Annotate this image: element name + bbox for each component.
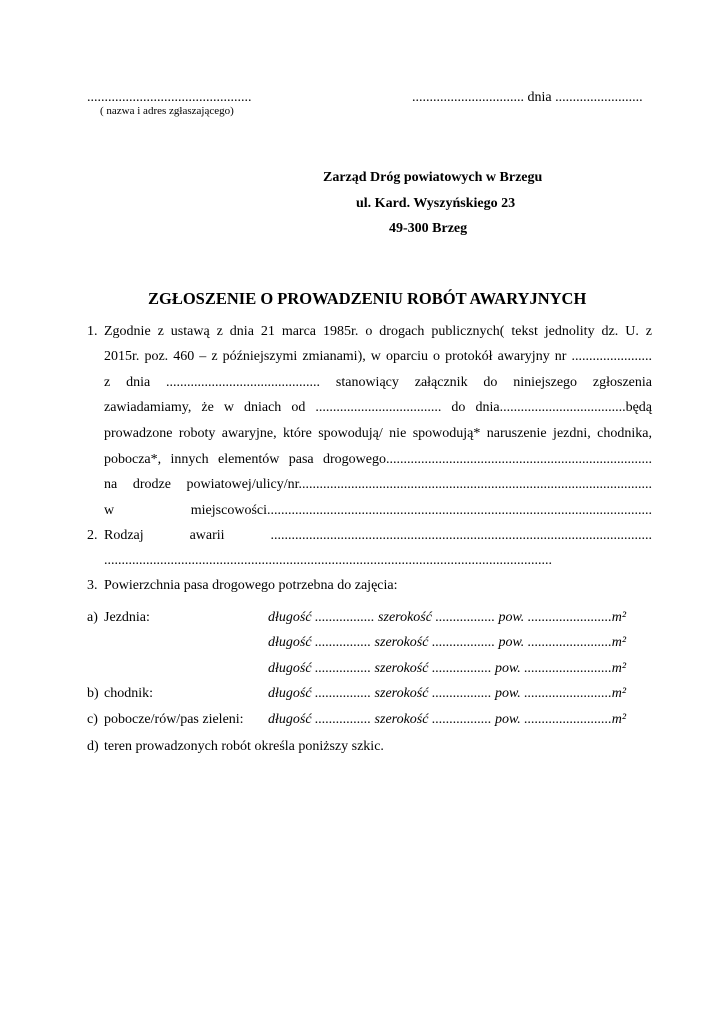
sender-caption: ( nazwa i adres zgłaszającego) bbox=[100, 105, 234, 117]
section-1-line: w miejscowości.............................................................................................................. bbox=[104, 503, 652, 518]
section-3-text: Powierzchnia pasa drogowego potrzebna do zajęcia: bbox=[104, 578, 398, 593]
item-b-dims: długość ................ szerokość ................. pow. .........................m² bbox=[268, 686, 627, 701]
section-2-number: 2. bbox=[87, 528, 98, 543]
page-title: ZGŁOSZENIE O PROWADZENIU ROBÓT AWARYJNYCH bbox=[148, 289, 587, 308]
sender-dots: ............................................... bbox=[87, 90, 252, 105]
section-1-line: prowadzone roboty awaryjne, które spowodują/ nie spowodują* naruszenie jezdni, chodnika, bbox=[104, 426, 652, 441]
section-1-line: na drodze powiatowej/ulicy/nr..................................................................................................... bbox=[104, 477, 652, 492]
item-d-marker: d) bbox=[87, 739, 99, 754]
section-1-line: Zgodnie z ustawą z dnia 21 marca 1985r. o drogach publicznych( tekst jednolity dz. U. z bbox=[104, 324, 652, 339]
recipient-name: Zarząd Dróg powiatowych w Brzegu bbox=[323, 170, 543, 185]
item-a-dims: długość ................. szerokość ................. pow. ........................m² bbox=[268, 610, 627, 625]
section-1-number: 1. bbox=[87, 324, 98, 339]
item-c-dims: długość ................ szerokość ................. pow. .........................m² bbox=[268, 712, 627, 727]
section-1-line: z dnia ............................................ stanowiący załącznik do niniejszego zgłoszenia bbox=[104, 375, 652, 390]
section-1-line: 2015r. poz. 460 – z późniejszymi zmianami), w oparciu o protokół awaryjny nr ....................... bbox=[104, 349, 652, 364]
item-d-text: teren prowadzonych robót określa poniższy szkic. bbox=[104, 739, 384, 754]
item-a-marker: a) bbox=[87, 610, 98, 625]
item-c-marker: c) bbox=[87, 712, 98, 727]
section-1-line: pobocza*, innych elementów pasa drogowego............................................................................ bbox=[104, 452, 652, 467]
item-a-label: Jezdnia: bbox=[104, 610, 150, 625]
item-a-dims-3: długość ................ szerokość ................. pow. .........................m² bbox=[268, 661, 627, 676]
recipient-city: 49-300 Brzeg bbox=[389, 221, 468, 236]
date-line: ................................ dnia ......................... bbox=[412, 90, 643, 105]
section-3-number: 3. bbox=[87, 578, 98, 593]
item-b-label: chodnik: bbox=[104, 686, 153, 701]
item-c-label: pobocze/rów/pas zieleni: bbox=[104, 712, 244, 727]
failure-type-line: Rodzaj awarii ............................................................................................................. bbox=[104, 528, 652, 543]
section-1-line: zawiadamiamy, że w dniach od .................................... do dnia....................................będą bbox=[104, 400, 652, 415]
failure-type-continuation: ................................................................................................................................ bbox=[104, 553, 552, 568]
item-a-dims-2: długość ................ szerokość .................. pow. ........................m² bbox=[268, 635, 627, 650]
recipient-street: ul. Kard. Wyszyńskiego 23 bbox=[356, 196, 516, 211]
item-b-marker: b) bbox=[87, 686, 99, 701]
